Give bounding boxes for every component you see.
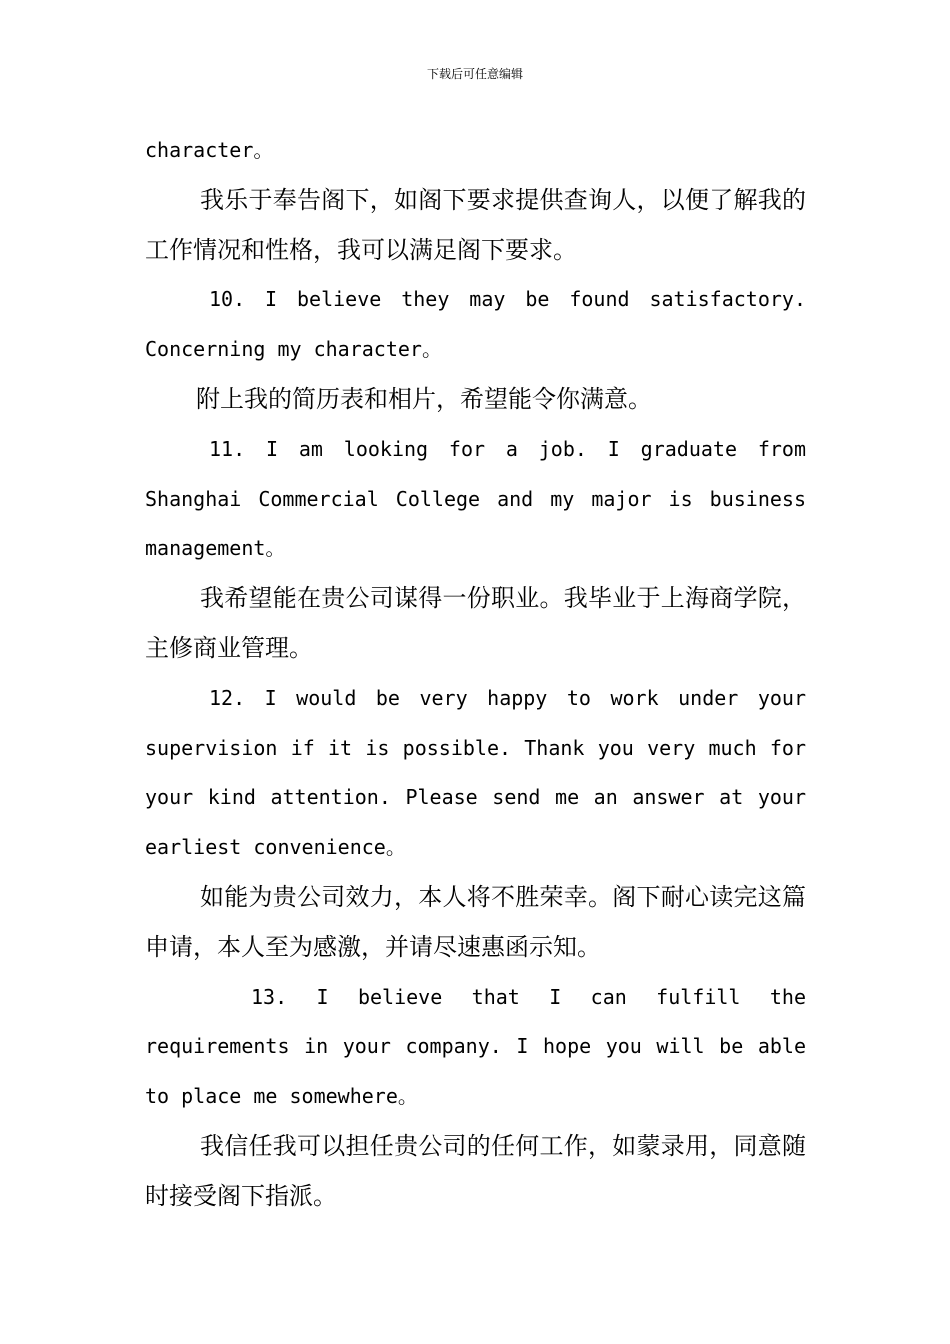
paragraph-zh-references: 我乐于奉告阁下，如阁下要求提供查询人，以便了解我的工作情况和性格，我可以满足阁下要求。 [145, 185, 806, 264]
document-body [145, 126, 806, 1222]
paragraph-zh-placement: 我信任我可以担任贵公司的任何工作，如蒙录用，同意随时接受阁下指派。 [145, 1131, 806, 1210]
page-header-note: 下载后可任意编辑 [426, 67, 523, 81]
paragraph-zh-resume: 附上我的简历表和相片，希望能令你满意。 [196, 384, 652, 413]
paragraph-en-item-13: 13. I believe that I can fulfill the requirements in your company. I hope you will be able to place me somewhere。 [145, 984, 806, 1109]
paragraph-zh-gratitude: 如能为贵公司效力，本人将不胜荣幸。阁下耐心读完这篇申请，本人至为感激，并请尽速惠函示知。 [145, 882, 806, 961]
paragraph-en-item-11: 11. I am looking for a job. I graduate from Shanghai Commercial College and my major is business management。 [145, 436, 806, 561]
paragraph-en-item-12: 12. I would be very happy to work under your supervision if it is possible. Thank you very much for your kind attention. Please send me an answer at your earliest convenience。 [145, 685, 806, 860]
paragraph-en-continuation: character。 [145, 138, 274, 162]
paragraph-zh-job-search: 我希望能在贵公司谋得一份职业。我毕业于上海商学院，主修商业管理。 [145, 584, 806, 662]
paragraph-en-item-10: 10. I believe they may be found satisfactory. Concerning my character。 [145, 287, 806, 362]
